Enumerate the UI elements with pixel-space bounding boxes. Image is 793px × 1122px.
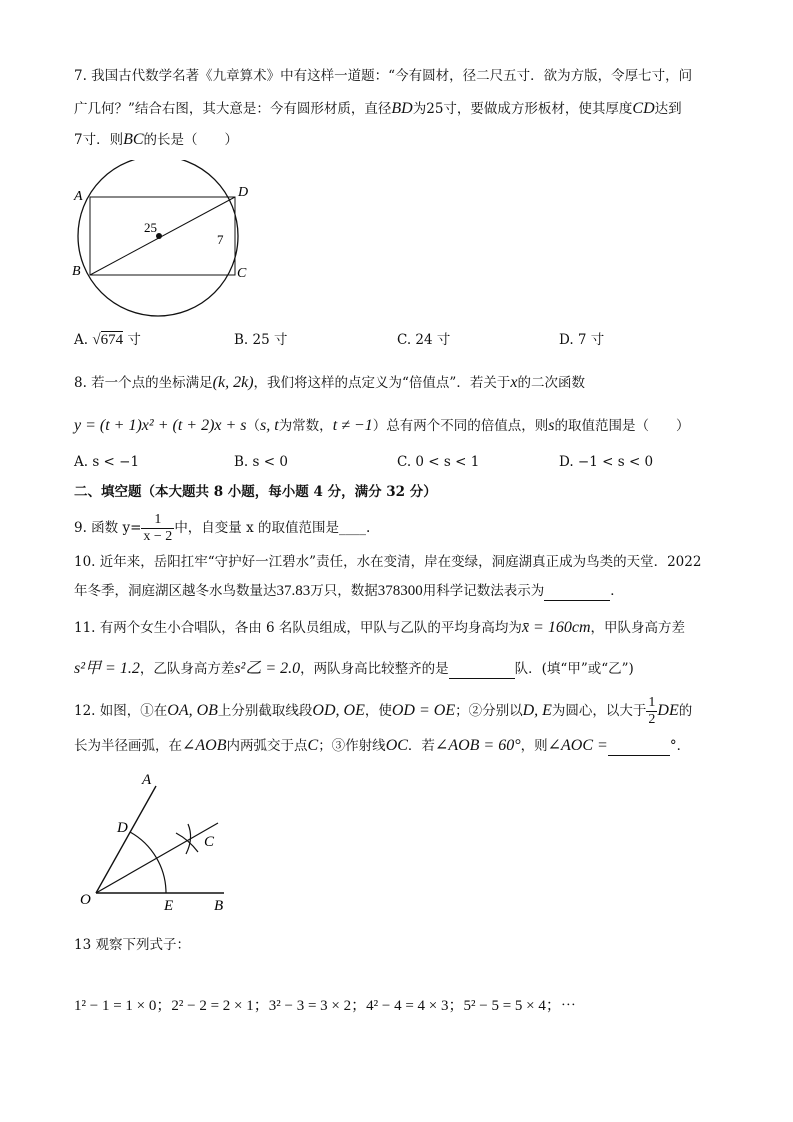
q7-label-c: C xyxy=(237,266,247,281)
q12-text: ．若 xyxy=(407,738,435,754)
q10-answer-blank[interactable] xyxy=(544,586,610,601)
q12-equality: OD = OE xyxy=(391,702,456,719)
q10-line1: 10. 近年来，岳阳扛牢“守护好一江碧水”责任，水在变清，岸在变绿，洞庭湖真正成为鸟类的天堂．2022 xyxy=(74,554,702,570)
q7-option-a-label: A. xyxy=(74,332,89,348)
q12-text: 长为半径画弧，在 xyxy=(74,738,182,754)
q11-line2 xyxy=(74,659,634,679)
section-title: 二、填空题（本大题共 8 小题，每小题 4 分，满分 32 分） xyxy=(74,484,437,500)
q9-suffix: 中，自变量 x 的取值范围是____. xyxy=(174,520,371,536)
q11-variance-1: s²甲 = 1.2 xyxy=(74,660,140,677)
q8-s: s xyxy=(548,417,555,434)
q8-params: s, t xyxy=(260,417,279,434)
q12-answer-blank[interactable] xyxy=(608,741,670,756)
q7-label-d: D xyxy=(238,185,249,200)
q12-label-e: E xyxy=(164,898,174,914)
q7-label-a: A xyxy=(74,189,83,204)
q11-line1 xyxy=(74,618,685,638)
q12-line1 xyxy=(74,694,692,728)
q8-text: 8. 若一个点的坐标满足 xyxy=(74,375,213,391)
q12-angle-value: ∠AOB = 60° xyxy=(434,737,521,754)
q7-diagonal-bd xyxy=(90,197,235,275)
q12-label-a: A xyxy=(142,772,152,788)
q12-label-d: D xyxy=(117,820,128,836)
q10-number-2: 378300 xyxy=(377,583,423,599)
q12-text: 12. 如图，①在 xyxy=(74,703,168,719)
q12-text: ，则 xyxy=(520,738,548,754)
q10-text: 用科学记数法表示为 xyxy=(422,583,545,599)
q11-variance-2: s²乙 = 2.0 xyxy=(234,660,301,677)
q8-option-c: C. 0 < s < 1 xyxy=(397,454,480,470)
q10-text: 年冬季，洞庭湖区越冬水鸟数量达 xyxy=(74,583,277,599)
q9-line xyxy=(74,508,370,548)
q7-text: 7寸．则 xyxy=(74,132,124,148)
q12-de: D, E xyxy=(522,702,552,719)
q7-label-b: B xyxy=(72,264,81,279)
q7-figure xyxy=(70,160,260,330)
q8-text: 的二次函数 xyxy=(517,375,585,391)
q12-text: ，使 xyxy=(364,703,392,719)
q7-cd: CD xyxy=(632,100,655,117)
q12-text: 内两弧交于点 xyxy=(226,738,308,754)
q11-text: ，甲队身高方差 xyxy=(590,620,685,636)
q7-option-a-radicand: 674 xyxy=(100,332,124,348)
q12-text: 上分别截取线段 xyxy=(217,703,313,719)
q8-point: (k, 2k) xyxy=(212,374,254,391)
q9-fraction xyxy=(141,512,174,545)
q7-label-7: 7 xyxy=(217,232,224,247)
q12-arc-from-e xyxy=(186,824,191,854)
q11-text: ，两队身高比较整齐的是 xyxy=(300,661,449,677)
q8-line1 xyxy=(74,373,585,393)
q12-label-c: C xyxy=(204,834,215,850)
q12-ray-oa xyxy=(96,786,156,893)
q8-text: ，我们将这样的点定义为“倍值点”．若关于 xyxy=(253,375,511,391)
q7-text: 达到 xyxy=(654,101,682,117)
q12-angle-aob: ∠AOB xyxy=(182,737,227,754)
q13-intro: 13 观察下列式子： xyxy=(74,937,190,953)
q10-text: ． xyxy=(610,583,624,599)
q12-half-denominator: 2 xyxy=(648,712,656,727)
q8-text: 的取值范围是（ ） xyxy=(554,418,690,434)
q8-option-d: D. −1 < s < 0 xyxy=(559,454,654,470)
q8-text: ）总有两个不同的倍值点，则 xyxy=(372,418,549,434)
q12-point-c: C xyxy=(307,737,319,754)
q7-text: 的长是（ ） xyxy=(143,132,239,148)
q7-option-a xyxy=(74,330,141,350)
q8-line2 xyxy=(74,416,689,436)
q12-ray-oc: OC xyxy=(385,737,408,754)
q8-text: （ xyxy=(246,418,261,434)
q7-label-25: 25 xyxy=(144,220,157,235)
q7-option-b: B. 25 寸 xyxy=(234,332,288,348)
q9-prefix: 9. 函数 y= xyxy=(74,520,142,536)
q8-function: y = (t + 1)x² + (t + 2)x + s xyxy=(74,417,247,434)
q8-condition: t ≠ −1 xyxy=(332,417,373,434)
q7-text: 为25寸，要做成方形板材，使其厚度 xyxy=(412,101,633,117)
q8-x: x xyxy=(510,374,518,391)
q11-average: x̄ = 160cm xyxy=(521,619,591,636)
q12-oaob: OA, OB xyxy=(167,702,218,719)
q7-line2 xyxy=(74,99,682,119)
q11-text: 11. 有两个女生小合唱队，各由 6 名队员组成，甲队与乙队的平均身高均为 xyxy=(74,620,522,636)
q11-text: ，乙队身高方差 xyxy=(139,661,235,677)
q12-half xyxy=(646,695,657,728)
q12-line2 xyxy=(74,736,690,756)
q7-option-a-unit: 寸 xyxy=(127,332,141,348)
q8-option-b: B. s < 0 xyxy=(234,454,288,470)
q13-formula: 1² − 1 = 1 × 0；2² − 2 = 2 × 1；3² − 3 = 3 × 2；4² − 4 = 4 × 3；5² − 5 = 5 × 4；⋯ xyxy=(74,998,576,1014)
q12-odoe: OD, OE xyxy=(312,702,365,719)
q12-label-b: B xyxy=(214,898,224,914)
q12-text: ；②分别以 xyxy=(455,703,523,719)
q7-bc: BC xyxy=(123,131,144,148)
q10-text: 万只，数据 xyxy=(310,583,378,599)
q9-denominator: x − 2 xyxy=(143,529,173,544)
q12-angle-aoc: ∠AOC = xyxy=(547,737,608,754)
q11-answer-blank[interactable] xyxy=(449,664,515,679)
q7-option-d: D. 7 寸 xyxy=(559,332,605,348)
q12-label-o: O xyxy=(80,892,91,908)
q12-text: ；③作射线 xyxy=(318,738,386,754)
q7-bd: BD xyxy=(391,100,413,117)
q9-numerator: 1 xyxy=(141,512,174,529)
q7-line1: 7. 我国古代数学名著《九章算术》中有这样一道题：“今有圆材，径二尺五寸．欲为方版，令厚七寸，问 xyxy=(74,68,693,84)
q10-number-1: 37.83 xyxy=(276,583,311,599)
sqrt-icon: √ xyxy=(92,332,101,348)
q10-line2 xyxy=(74,581,624,601)
q12-text: °． xyxy=(669,738,691,754)
q12-text: 的 xyxy=(678,703,693,719)
q7-option-c: C. 24 寸 xyxy=(397,332,451,348)
q7-text: 广几何？”结合右图，其大意是：今有圆形材质，直径 xyxy=(74,101,392,117)
q12-figure xyxy=(76,768,246,916)
q11-text: 队．(填“甲”或“乙”) xyxy=(514,661,634,677)
q7-line3 xyxy=(74,130,238,150)
q12-text: 为圆心，以大于 xyxy=(551,703,647,719)
q12-half-numerator: 1 xyxy=(648,695,656,710)
q8-option-a: A. s < −1 xyxy=(74,454,140,470)
q12-de-segment: DE xyxy=(657,702,679,719)
q8-text: 为常数， xyxy=(278,418,333,434)
